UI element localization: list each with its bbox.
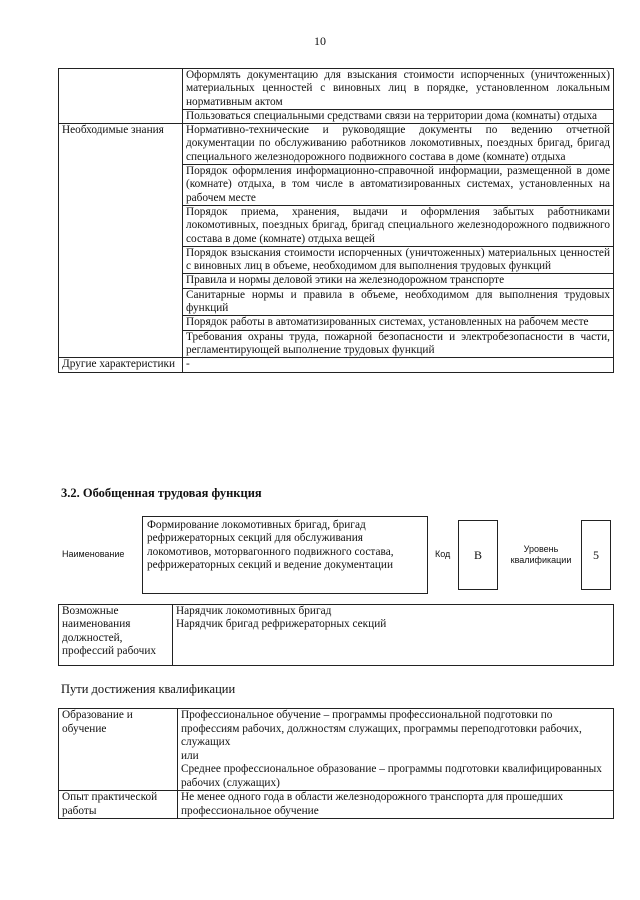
code-value-box: B bbox=[458, 520, 498, 590]
position-item: Нарядчик локомотивных бригад bbox=[176, 605, 332, 617]
table-cell: Оформлять документацию для взыскания стоимости испорченных (уничтоженных) материальных ценностей с виновных лиц в порядке, установленном локальным нормативным актом bbox=[183, 69, 614, 110]
position-item: Нарядчик бригад рефрижераторных секций bbox=[176, 618, 387, 631]
table-cell: Пользоваться специальными средствами связи на территории дома (комнаты) отдыха bbox=[183, 109, 614, 123]
page-number: 10 bbox=[314, 34, 326, 48]
education-label: Образование и обучение bbox=[59, 709, 178, 791]
table-row bbox=[59, 605, 614, 666]
generalized-function-header bbox=[58, 516, 618, 596]
experience-values: Не менее одного года в области железнодорожного транспорта для прошедших профессиональное обучение bbox=[178, 791, 614, 819]
table-cell: Требования охраны труда, пожарной безопасности и электробезопасности в части, регламентирующей выполнение трудовых функций bbox=[183, 330, 614, 358]
education-values: Профессиональное обучение – программы профессиональной подготовки по профессиям рабочих, должностям служащих, программы переподготовки рабочих, служащих или Среднее профессиональное образование – программы подготовки квалифицированных рабочих (служащих) bbox=[178, 709, 614, 791]
qualification-paths-heading: Пути достижения квалификации bbox=[61, 682, 236, 696]
section-heading: 3.2. Обобщенная трудовая функция bbox=[61, 486, 262, 500]
level-label: Уровень квалификации bbox=[510, 544, 572, 565]
table-cell: Нормативно-технические и руководящие документы по ведению отчетной документации по обслуживанию работников локомотивных, поездных бригад, бригад специального железнодорожного подвижного состава в доме (комнате) отдыха bbox=[183, 124, 614, 165]
row-label bbox=[59, 69, 183, 124]
experience-label: Опыт практической работы bbox=[59, 791, 178, 819]
positions-label: Возможные наименования должностей, профессий рабочих bbox=[59, 605, 173, 666]
table-cell: Порядок приема, хранения, выдачи и оформления забытых работниками локомотивных, поездных бригад, бригад специального железнодорожного подвижного состава в доме (комнате) отдыха вещей bbox=[183, 205, 614, 246]
table-cell: - bbox=[183, 358, 614, 372]
table-row bbox=[59, 69, 614, 110]
level-value-box: 5 bbox=[581, 520, 611, 590]
table-cell: Порядок работы в автоматизированных системах, установленных на рабочем месте bbox=[183, 316, 614, 330]
positions-table bbox=[58, 604, 614, 666]
code-label: Код bbox=[435, 549, 451, 559]
qualification-paths-table bbox=[58, 708, 614, 819]
table-cell: Санитарные нормы и правила в объеме, необходимом для выполнения трудовых функций bbox=[183, 288, 614, 316]
table-row bbox=[59, 791, 614, 819]
table-row bbox=[59, 124, 614, 165]
table-row bbox=[59, 709, 614, 791]
row-label-knowledge: Необходимые знания bbox=[59, 124, 183, 358]
row-label-other: Другие характеристики bbox=[59, 358, 183, 372]
top-table bbox=[58, 68, 614, 373]
function-name-box: Формирование локомотивных бригад, бригад рефрижераторных секций для обслуживания локомотивов, моторвагонного подвижного состава, рефрижераторных секций и ведение документации bbox=[142, 516, 428, 594]
positions-values bbox=[173, 605, 614, 666]
table-cell: Порядок оформления информационно-справочной информации, размещенной в доме (комнате) отдыха, в том числе в автоматизированных системах, установленных на рабочем месте bbox=[183, 165, 614, 206]
table-row bbox=[59, 358, 614, 372]
table-cell: Правила и нормы деловой этики на железнодорожном транспорте bbox=[183, 274, 614, 288]
table-cell: Порядок взыскания стоимости испорченных (уничтоженных) материальных ценностей с виновных лиц в объеме, необходимом для выполнения трудовых функций bbox=[183, 246, 614, 274]
name-label: Наименование bbox=[62, 549, 125, 559]
